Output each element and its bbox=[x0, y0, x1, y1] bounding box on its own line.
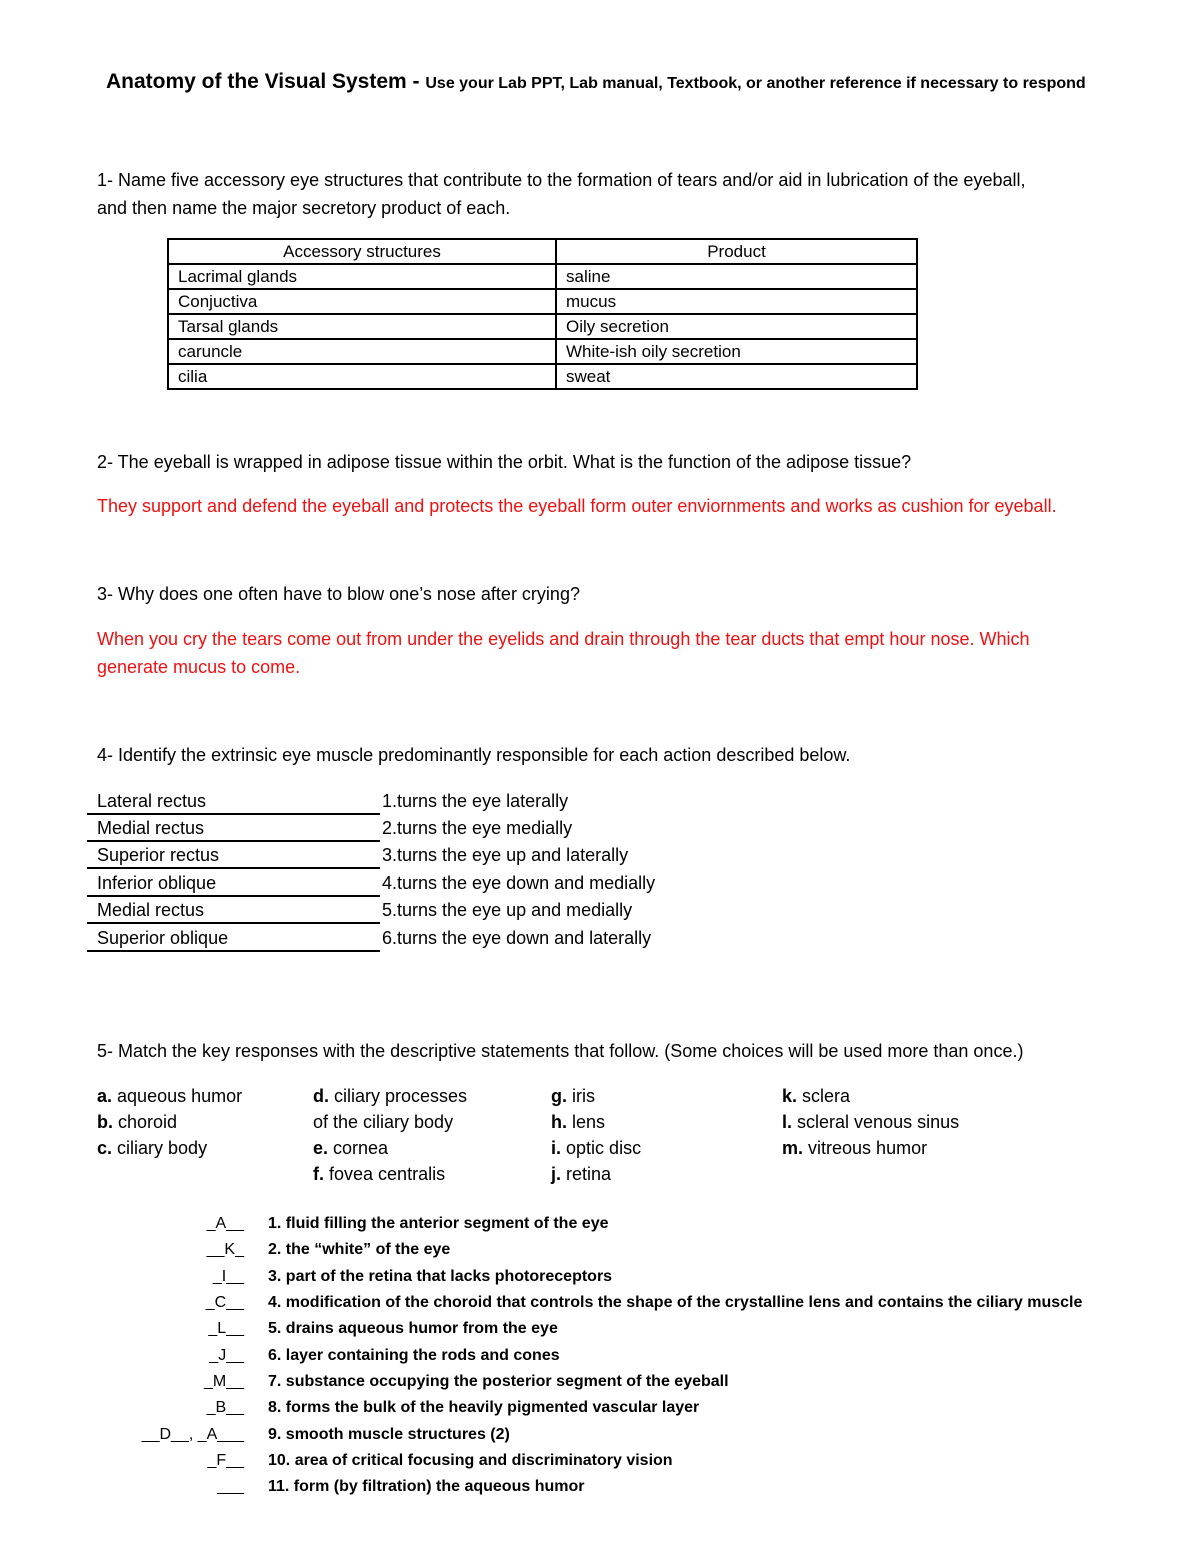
key-item-h: h. lens bbox=[551, 1112, 606, 1132]
table-row bbox=[168, 289, 917, 314]
table-row bbox=[168, 364, 917, 389]
match-statement: 2. the “white” of the eye bbox=[268, 1241, 451, 1258]
match-row bbox=[0, 1294, 1200, 1320]
muscle-answer: Lateral rectus bbox=[87, 789, 380, 815]
match-answer: _F__ bbox=[207, 1452, 244, 1469]
match-statement: 1. fluid filling the anterior segment of the eye bbox=[268, 1215, 609, 1232]
match-row bbox=[0, 1426, 1200, 1452]
match-statement: 4. modification of the choroid that controls the shape of the crystalline lens and contains the ciliary muscle bbox=[268, 1294, 1083, 1311]
key-item-e: e. cornea bbox=[313, 1138, 389, 1158]
table-row bbox=[168, 314, 917, 339]
product-cell: Oily secretion bbox=[556, 314, 917, 339]
q3-answer-line1: When you cry the tears come out from under the eyelids and drain through the tear ducts that empt hour nose. Which bbox=[97, 629, 1030, 649]
col-header-product: Product bbox=[556, 239, 917, 264]
match-answer: _I__ bbox=[212, 1268, 244, 1285]
muscle-action: 4.turns the eye down and medially bbox=[382, 873, 656, 893]
title-subtitle: Use your Lab PPT, Lab manual, Textbook, or another reference if necessary to respond bbox=[425, 75, 1086, 92]
match-statement: 5. drains aqueous humor from the eye bbox=[268, 1320, 558, 1337]
structure-cell: caruncle bbox=[168, 339, 556, 364]
table-row bbox=[168, 264, 917, 289]
match-row bbox=[0, 1215, 1200, 1241]
key-item-c: c. ciliary body bbox=[97, 1138, 208, 1158]
q3-prompt: 3- Why does one often have to blow one’s nose after crying? bbox=[97, 584, 580, 604]
match-statement: 8. forms the bulk of the heavily pigmented vascular layer bbox=[268, 1399, 700, 1416]
match-statement: 6. layer containing the rods and cones bbox=[268, 1347, 560, 1364]
table-row bbox=[168, 339, 917, 364]
match-answer: _M__ bbox=[203, 1373, 244, 1390]
match-answer: __K_ bbox=[206, 1241, 244, 1258]
match-answer: _C__ bbox=[205, 1294, 244, 1311]
accessory-structures-table bbox=[167, 238, 918, 390]
muscle-row bbox=[87, 926, 677, 953]
muscle-action: 1.turns the eye laterally bbox=[382, 791, 569, 811]
title-text: Anatomy of the Visual System - bbox=[106, 70, 426, 93]
page-title bbox=[106, 70, 1086, 94]
key-column-3 bbox=[551, 1083, 641, 1187]
muscle-row bbox=[87, 789, 677, 816]
product-cell: mucus bbox=[556, 289, 917, 314]
match-row bbox=[0, 1268, 1200, 1294]
table-header-row bbox=[168, 239, 917, 264]
muscle-action: 6.turns the eye down and laterally bbox=[382, 928, 652, 948]
match-row bbox=[0, 1478, 1200, 1504]
match-answer: _A__ bbox=[206, 1215, 244, 1232]
structure-cell: Lacrimal glands bbox=[168, 264, 556, 289]
structure-cell: Tarsal glands bbox=[168, 314, 556, 339]
match-statement: 11. form (by filtration) the aqueous humor bbox=[268, 1478, 585, 1495]
key-item-a: a. aqueous humor bbox=[97, 1086, 243, 1106]
muscle-row bbox=[87, 843, 677, 870]
muscle-row bbox=[87, 871, 677, 898]
structure-cell: cilia bbox=[168, 364, 556, 389]
key-item-i: i. optic disc bbox=[551, 1138, 642, 1158]
product-cell: saline bbox=[556, 264, 917, 289]
product-cell: White-ish oily secretion bbox=[556, 339, 917, 364]
match-row bbox=[0, 1241, 1200, 1267]
key-item-f: f. fovea centralis bbox=[313, 1164, 446, 1184]
match-statement: 10. area of critical focusing and discriminatory vision bbox=[268, 1452, 673, 1469]
match-answer: __D__, _A___ bbox=[141, 1426, 244, 1443]
q1-prompt-line2: and then name the major secretory product of each. bbox=[97, 198, 511, 218]
key-item-m: m. vitreous humor bbox=[782, 1138, 928, 1158]
muscle-answer: Inferior oblique bbox=[87, 871, 380, 897]
muscle-answer: Superior oblique bbox=[87, 926, 380, 952]
muscle-action: 2.turns the eye medially bbox=[382, 818, 573, 838]
muscle-answer: Medial rectus bbox=[87, 816, 380, 842]
match-answer: _J__ bbox=[209, 1347, 244, 1364]
match-answer: _L__ bbox=[208, 1320, 244, 1337]
match-answer: _B__ bbox=[206, 1399, 244, 1416]
match-row bbox=[0, 1399, 1200, 1425]
q2-prompt: 2- The eyeball is wrapped in adipose tissue within the orbit. What is the function of the adipose tissue? bbox=[97, 452, 912, 472]
match-row bbox=[0, 1452, 1200, 1478]
key-column-1 bbox=[97, 1083, 242, 1161]
key-item-l: l. scleral venous sinus bbox=[782, 1112, 960, 1132]
match-answer: ___ bbox=[217, 1478, 244, 1495]
muscle-answer: Medial rectus bbox=[87, 898, 380, 924]
col-header-structures: Accessory structures bbox=[168, 239, 556, 264]
q2-answer: They support and defend the eyeball and protects the eyeball form outer enviornments and works as cushion for eyeball. bbox=[97, 496, 1057, 516]
muscle-answer: Superior rectus bbox=[87, 843, 380, 869]
key-item-b: b. choroid bbox=[97, 1112, 178, 1132]
muscle-action: 5.turns the eye up and medially bbox=[382, 900, 633, 920]
key-item-d: d. ciliary processes bbox=[313, 1086, 468, 1106]
match-statement: 9. smooth muscle structures (2) bbox=[268, 1426, 510, 1443]
key-column-2 bbox=[313, 1083, 467, 1187]
muscle-row bbox=[87, 816, 677, 843]
key-item-j: j. retina bbox=[551, 1164, 612, 1184]
match-row bbox=[0, 1320, 1200, 1346]
q5-prompt: 5- Match the key responses with the descriptive statements that follow. (Some choices will be used more than once.) bbox=[97, 1041, 1024, 1061]
structure-cell: Conjuctiva bbox=[168, 289, 556, 314]
key-column-4 bbox=[782, 1083, 959, 1161]
match-statement: 7. substance occupying the posterior segment of the eyeball bbox=[268, 1373, 729, 1390]
q3-answer-line2: generate mucus to come. bbox=[97, 657, 301, 677]
muscle-row bbox=[87, 898, 677, 925]
key-item-k: k. sclera bbox=[782, 1086, 851, 1106]
key-item-d-cont: of the ciliary body bbox=[313, 1112, 454, 1132]
q4-prompt: 4- Identify the extrinsic eye muscle predominantly responsible for each action described below. bbox=[97, 745, 851, 765]
q1-prompt-line1: 1- Name five accessory eye structures that contribute to the formation of tears and/or aid in lubrication of the eyeball, bbox=[97, 170, 1026, 190]
key-item-g: g. iris bbox=[551, 1086, 596, 1106]
muscle-action: 3.turns the eye up and laterally bbox=[382, 845, 629, 865]
product-cell: sweat bbox=[556, 364, 917, 389]
match-row bbox=[0, 1373, 1200, 1399]
match-row bbox=[0, 1347, 1200, 1373]
match-statement: 3. part of the retina that lacks photoreceptors bbox=[268, 1268, 613, 1285]
